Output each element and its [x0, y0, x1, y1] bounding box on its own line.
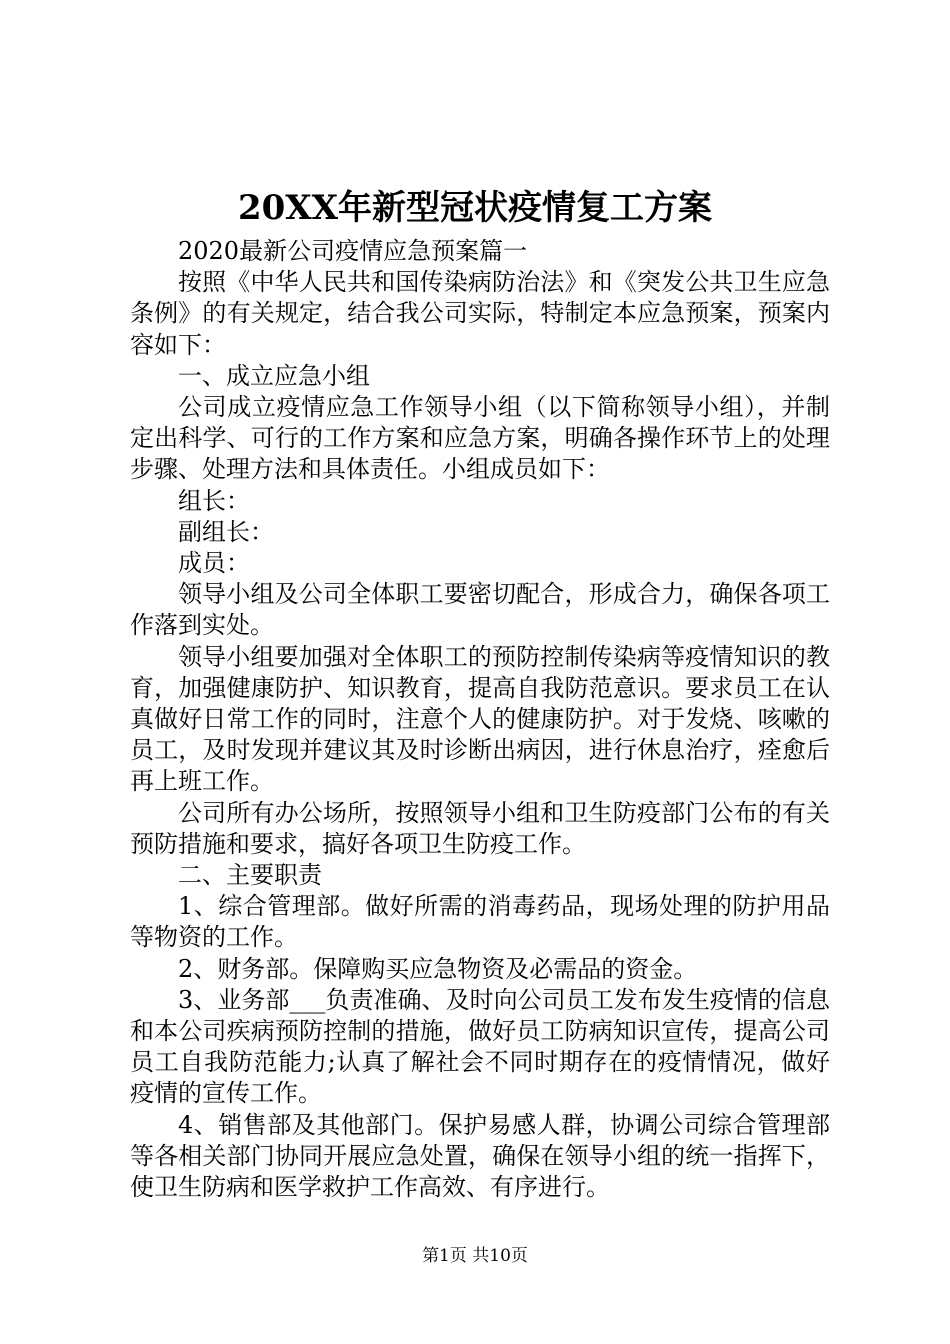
paragraph: 公司成立疫情应急工作领导小组（以下简称领导小组），并制定出科学、可行的工作方案和应急方案，明确各操作环节上的处理步骤、处理方法和具体责任。小组成员如下：	[130, 393, 830, 484]
document-title: 20XX年新型冠状疫情复工方案	[237, 188, 713, 228]
page-number-footer: 第1页 共10页	[422, 1246, 528, 1266]
duty-item: 3、业务部___负责准确、及时向公司员工发布发生疫情的信息和本公司疾病预防控制的措施，做好员工防病知识宣传，提高公司员工自我防范能力;认真了解社会不同时期存在的疫情情况，做好疫情的宣传工作。	[130, 985, 830, 1108]
paragraph: 领导小组及公司全体职工要密切配合，形成合力，确保各项工作落到实处。	[130, 580, 830, 640]
paragraph: 领导小组要加强对全体职工的预防控制传染病等疫情知识的教育，加强健康防护、知识教育，提高自我防范意识。要求员工在认真做好日常工作的同时，注意个人的健康防护。对于发烧、咳嗽的员工，及时发现并建议其及时诊断出病因，进行休息治疗，痊愈后再上班工作。	[130, 642, 830, 796]
duty-item: 2、财务部。保障购买应急物资及必需品的资金。	[178, 954, 698, 983]
member-line-members: 成员：	[178, 549, 250, 578]
section-heading: 二、主要职责	[178, 861, 322, 890]
duty-item: 1、综合管理部。做好所需的消毒药品，现场处理的防护用品等物资的工作。	[130, 892, 830, 952]
duty-item: 4、销售部及其他部门。保护易感人群，协调公司综合管理部等各相关部门协同开展应急处置，确保在领导小组的统一指挥下，使卫生防病和医学救护工作高效、有序进行。	[130, 1110, 830, 1202]
paragraph: 公司所有办公场所，按照领导小组和卫生防疫部门公布的有关预防措施和要求，搞好各项卫生防疫工作。	[130, 798, 830, 858]
section-heading: 2020最新公司疫情应急预案篇一	[178, 237, 528, 265]
member-line-leader: 组长：	[178, 486, 250, 515]
member-line-deputy: 副组长：	[178, 517, 274, 546]
document-body	[130, 236, 830, 1203]
section-heading: 一、成立应急小组	[178, 361, 370, 390]
paragraph: 按照《中华人民共和国传染病防治法》和《突发公共卫生应急条例》的有关规定，结合我公司实际，特制定本应急预案，预案内容如下：	[130, 268, 830, 359]
